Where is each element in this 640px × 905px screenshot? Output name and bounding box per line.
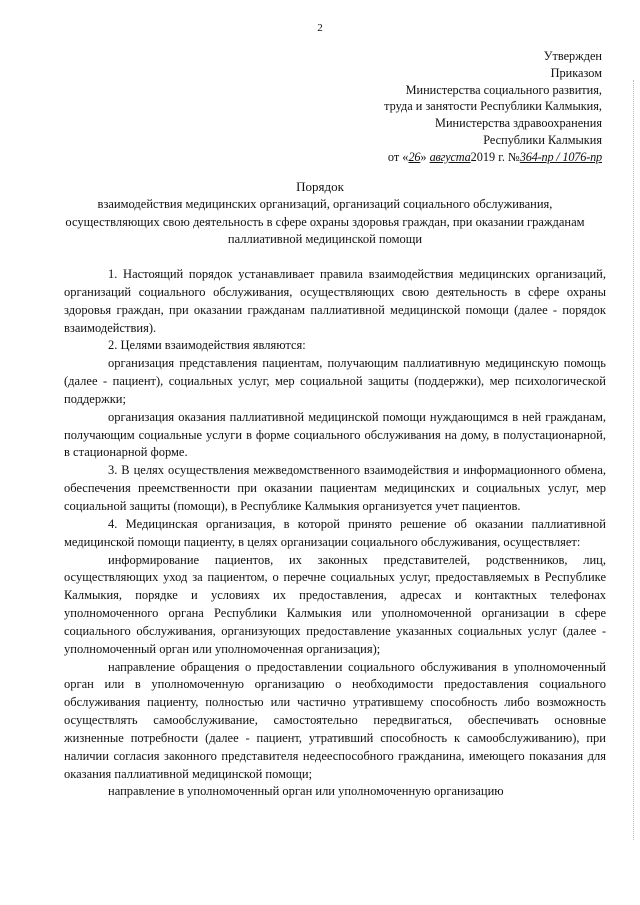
paragraph-2-goal-a: организация представления пациентам, получающим паллиативную медицинскую помощь (далее - пациент), социальных услуг, мер социальной защиты (поддержки), мер психологической поддержки;	[64, 356, 606, 406]
paragraph-4: 4. Медицинская организация, в которой принято решение об оказании паллиативной медицинской помощи пациенту, в целях организации социального обслуживания, осуществляет:	[64, 516, 606, 549]
paragraph-4-item-c: направление в уполномоченный орган или уполномоченную организацию	[108, 784, 504, 799]
approval-date-line	[384, 149, 602, 166]
approval-line-republic: Республики Калмыкия	[483, 132, 602, 147]
paragraph-2: 2. Целями взаимодействия являются:	[108, 338, 306, 353]
approval-line-labor: труда и занятости Республики Калмыкия,	[384, 99, 602, 114]
paragraph-1: 1. Настоящий порядок устанавливает правила взаимодействия медицинских организаций, организаций социального обслуживания, осуществляющих свою деятельность в сфере охраны здоровья граждан, при оказании гражданам паллиативной медицинской помощи (далее - порядок взаимодействия).	[64, 267, 606, 335]
approval-line-ministry-health: Министерства здравоохранения	[435, 116, 602, 131]
approval-line-order: Приказом	[550, 65, 602, 80]
handwritten-order-number: 364-пр / 1076-пр	[519, 149, 602, 164]
document-subtitle: взаимодействия медицинских организаций, организаций социального обслуживания, осуществляющих свою деятельность в сфере охраны здоровья граждан, при оказании гражданам паллиативной медицинской помощи	[65, 197, 585, 246]
handwritten-day: 26	[408, 149, 421, 164]
handwritten-month: августа	[429, 149, 471, 164]
approval-block	[384, 48, 602, 166]
paragraph-2-goal-b: организация оказания паллиативной медицинской помощи нуждающимся в ней гражданам, получающим социальные услуги в форме социального обслуживания на дому, в полустационарной, в стационарной форме.	[64, 409, 606, 460]
paragraph-4-item-b: направление обращения о предоставлении социального обслуживания в уполномоченный орган или в уполномоченную организацию о необходимости предоставления социального обслуживания пациенту, полностью или частично утратившему способность либо возможность осуществлять самообслуживание, самостоятельно передвигаться, обеспечивать основные жизненные потребности (далее - пациент, утративший способность к самообслуживанию), при наличии согласия законного представителя недееспособного гражданина, имеющего показания для оказания паллиативной медицинской помощи;	[64, 659, 606, 781]
document-body	[64, 266, 606, 801]
approval-line-ministry-social: Министерства социального развития,	[405, 82, 602, 97]
scan-edge-marks	[625, 80, 634, 840]
paragraph-3: 3. В целях осуществления межведомственного взаимодействия и информационного обмена, обеспечения преемственности при оказании пациентам медицинских и социальных услуг, мер социальной защиты (помощи), в Республике Калмыкия организуется учет пациентов.	[64, 463, 606, 513]
date-year: 2019 г. №	[470, 149, 520, 164]
page-number: 2	[317, 22, 323, 34]
document-title: Порядок	[296, 179, 344, 194]
date-prefix: от «	[387, 149, 409, 164]
paragraph-4-item-a: информирование пациентов, их законных представителей, родственников, лиц, осуществляющих уход за пациентом, о перечне социальных услуг, предоставляемых в Республике Калмыкия, порядке и условиях их предоставления, адресах и контактных телефонах уполномоченного органа Республики Калмыкия или уполномоченной организации в сфере социального обслуживания, организующих предоставление указанных социальных услуг (далее - уполномоченный орган или уполномоченная организация);	[64, 552, 606, 656]
date-mid: »	[420, 149, 430, 164]
approval-line-approved: Утвержден	[543, 49, 602, 63]
